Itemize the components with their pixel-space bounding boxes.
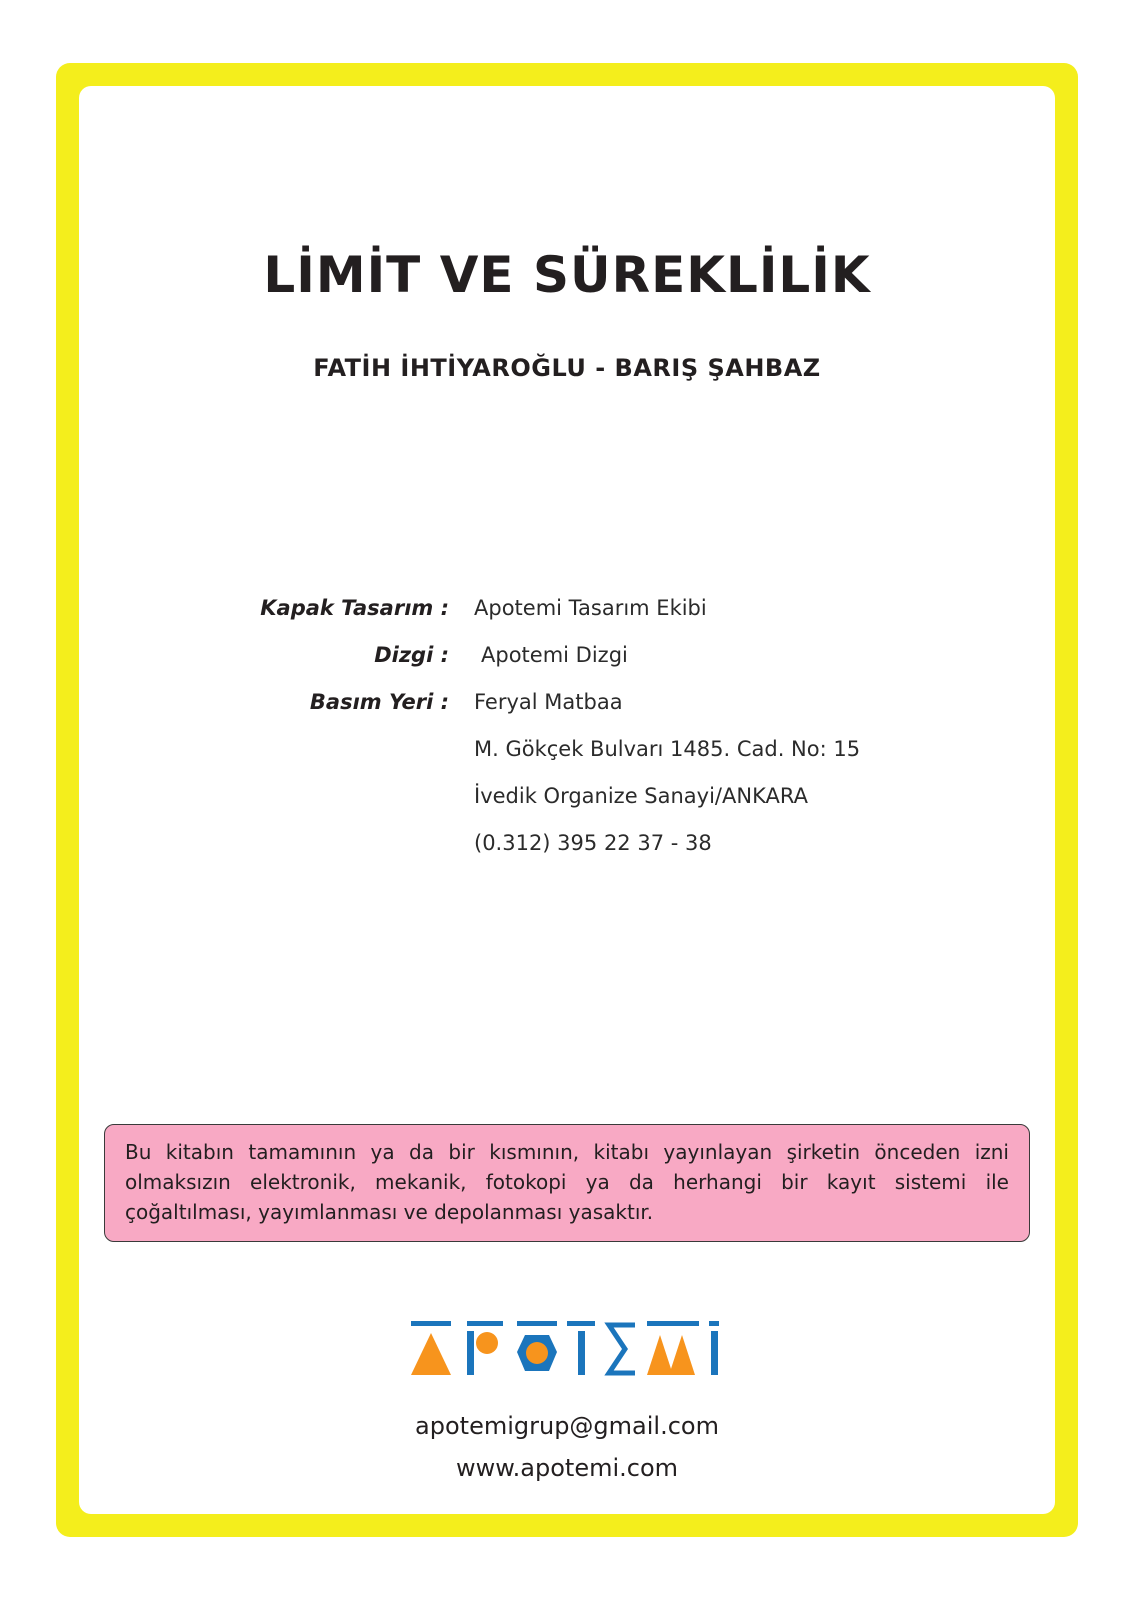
credit-value: İvedik Organize Sanayi/ANKARA (474, 784, 808, 808)
apotemi-logo (411, 1321, 723, 1384)
credit-row-typesetting (0, 643, 1134, 683)
credit-value: (0.312) 395 22 37 - 38 (474, 831, 712, 855)
credit-label: Dizgi : (374, 643, 449, 667)
contact-website: www.apotemi.com (455, 1454, 679, 1482)
credit-value: Apotemi Tasarım Ekibi (474, 596, 707, 620)
copyright-notice: Bu kitabın tamamının ya da bir kısmının, kitabı yayınlayan şirketin önceden izni olmaksızın elektronik, mekanik, fotokopi ya da herhangi bir kayıt sistemi ile çoğaltılması, yayımlanması ve depolanması yasaktır. (104, 1124, 1030, 1242)
credit-label: Kapak Tasarım : (260, 596, 449, 620)
credit-value: Feryal Matbaa (474, 690, 623, 714)
contact-email: apotemigrup@gmail.com (415, 1412, 719, 1440)
book-authors: FATİH İHTİYAROĞLU - BARIŞ ŞAHBAZ (313, 354, 821, 382)
book-title: LİMİT VE SÜREKLİLİK (263, 246, 871, 304)
credit-value: Apotemi Dizgi (481, 643, 628, 667)
credit-label: Basım Yeri : (309, 690, 449, 714)
credit-row-address-1 (0, 737, 1134, 777)
credit-value: M. Gökçek Bulvarı 1485. Cad. No: 15 (474, 737, 861, 761)
credit-row-phone (0, 831, 1134, 871)
credit-row-address-2 (0, 784, 1134, 824)
credit-row-printing (0, 690, 1134, 730)
credit-row-cover-design (0, 596, 1134, 636)
